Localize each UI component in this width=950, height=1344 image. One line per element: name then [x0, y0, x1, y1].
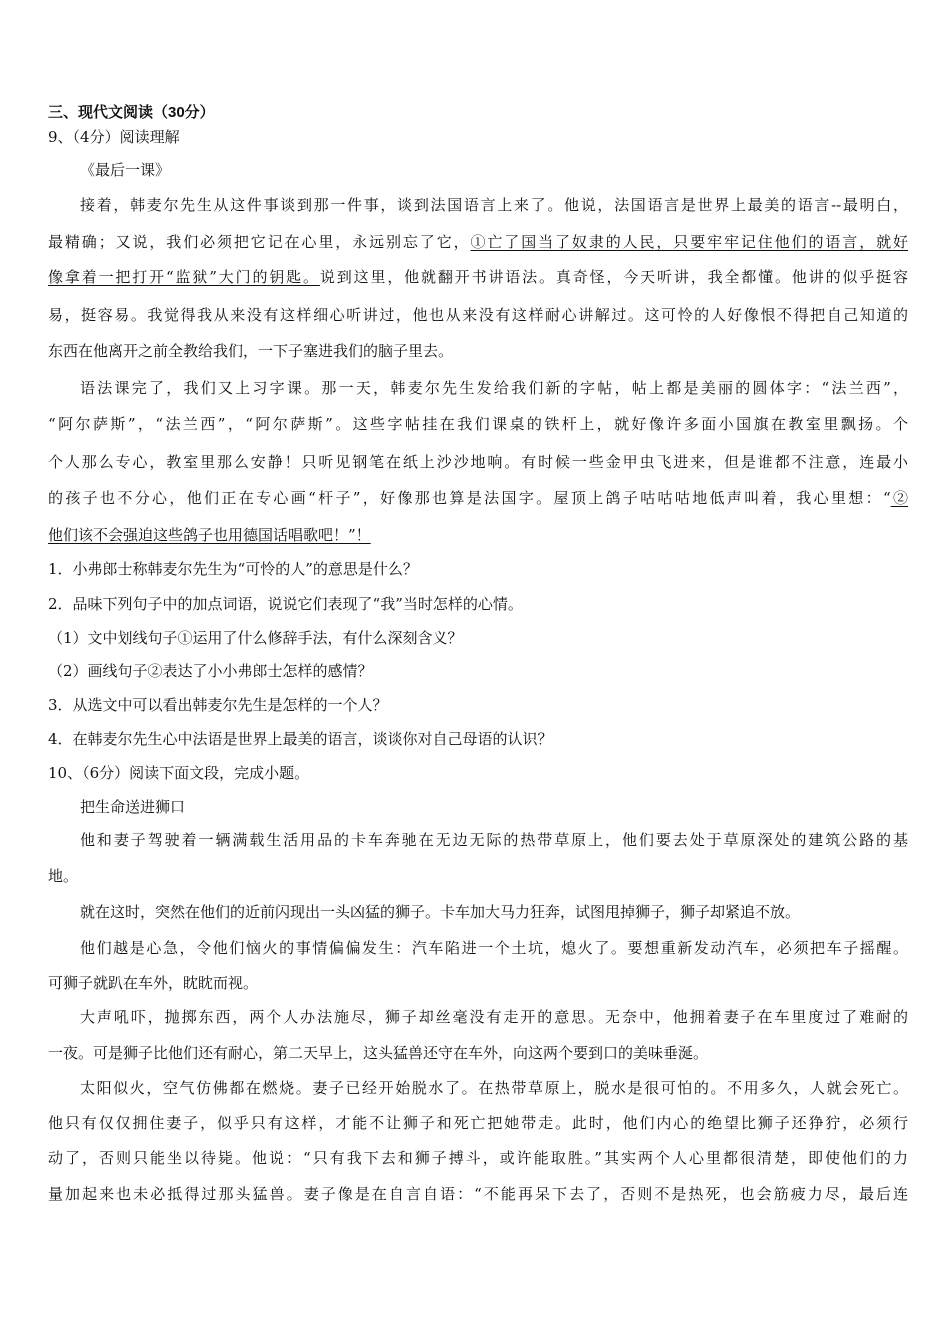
- passage-line: 易，挺容易。我觉得我从来没有这样细心听讲过，他也从来没有这样耐心讲解过。这可怜的人好像恨不得把自己知道的: [48, 306, 908, 324]
- passage-line: [48, 488, 908, 508]
- passage-title: 《最后一课》: [80, 161, 171, 179]
- passage-line: 东西在他离开之前全教给我们，一下子塞进我们的脑子里去。: [48, 342, 454, 360]
- passage-text: 说到这里，他就翻开书讲语法。真奇怪，今天听讲，我全都懂。他讲的似乎挺容: [319, 268, 908, 286]
- passage-line: 动了，否则只能坐以待毙。他说：“只有我下去和狮子搏斗，或许能取胜。”其实两个人心里都很清楚，即使他们的力: [48, 1149, 908, 1167]
- underlined-sentence-2: 他们该不会强迫这些鸽子也用德国话唱歌吧！”！: [48, 526, 371, 544]
- question-9-header: 9、（4分）阅读理解: [48, 128, 180, 146]
- passage-line: 量加起来也未必抵得过那头猛兽。妻子像是在自言自语：“不能再呆下去了，否则不是热死，也会筋疲力尽，最后连: [48, 1185, 908, 1203]
- question-10-header: 10、（6分）阅读下面文段，完成小题。: [48, 764, 310, 782]
- passage-line: 他和妻子驾驶着一辆满载生活用品的卡车奔驰在无边无际的热带草原上，他们要去处于草原深处的建筑公路的基: [80, 831, 908, 849]
- passage-line: [48, 525, 908, 545]
- passage-line: 个人那么专心，教室里那么安静！只听见钢笔在纸上沙沙地响。有时候一些金甲虫飞进来，但是谁都不注意，连最小: [48, 453, 908, 471]
- passage-line: 他们越是心急，令他们恼火的事情偏偏发生：汽车陷进一个土坑，熄火了。要想重新发动汽车，必须把车子摇醒。: [80, 939, 908, 957]
- underlined-sentence-2: ②: [890, 489, 908, 507]
- passage-line: 可狮子就趴在车外，眈眈而视。: [48, 974, 259, 992]
- question-item: 2．品味下列句子中的加点词语，说说它们表现了“我”当时怎样的心情。: [48, 595, 523, 613]
- passage-line: “阿尔萨斯”，“法兰西”，“阿尔萨斯”。这些字帖挂在我们课桌的铁杆上，就好像许多面小国旗在教室里飘扬。个: [48, 415, 908, 433]
- passage-line: 接着，韩麦尔先生从这件事谈到那一件事，谈到法国语言上来了。他说，法国语言是世界上最美的语言--最明白，: [80, 196, 908, 214]
- passage-line: 太阳似火，空气仿佛都在燃烧。妻子已经开始脱水了。在热带草原上，脱水是很可怕的。不用多久，人就会死亡。: [80, 1079, 908, 1097]
- passage-line: 语法课完了，我们又上习字课。那一天，韩麦尔先生发给我们新的字帖，帖上都是美丽的圆体字：“法兰西”，: [80, 379, 908, 397]
- question-item: （2）画线句子②表达了小小弗郎士怎样的感情？: [48, 662, 373, 680]
- passage-line: 地。: [48, 867, 79, 885]
- question-item: 3．从选文中可以看出韩麦尔先生是怎样的一个人？: [48, 696, 388, 714]
- passage-line: 就在这时，突然在他们的近前闪现出一头凶猛的狮子。卡车加大马力狂奔，试图甩掉狮子，狮子却紧追不放。: [80, 903, 801, 921]
- passage-text: 的孩子也不分心，他们正在专心画“杆子”，好像那也算是法国字。屋顶上鸽子咕咕咕地低声叫着，我心里想：“: [48, 489, 891, 507]
- passage-line: [48, 267, 908, 287]
- passage-line: 大声吼吓，抛掷东西，两个人办法施尽，狮子却丝毫没有走开的意思。无奈中，他拥着妻子在车里度过了难耐的: [80, 1008, 908, 1026]
- passage-title: 把生命送进狮口: [80, 798, 186, 816]
- question-item: 1．小弗郎士称韩麦尔先生为“可怜的人”的意思是什么？: [48, 560, 418, 578]
- passage-line: 一夜。可是狮子比他们还有耐心，第二天早上，这头猛兽还守在车外，向这两个要到口的美味垂涎。: [48, 1044, 709, 1062]
- passage-line: [48, 232, 908, 252]
- underlined-sentence-1: 像拿着一把打开“监狱”大门的钥匙。: [48, 268, 320, 286]
- underlined-sentence-1: ①亡了国当了奴隶的人民，只要牢牢记住他们的语言，就好: [470, 233, 908, 251]
- section-title: 三、现代文阅读（30分）: [48, 104, 215, 121]
- passage-line: 他只有仅仅拥住妻子，似乎只有这样，才能不让狮子和死亡把她带走。此时，他们内心的绝望比狮子还狰狞，必须行: [48, 1114, 908, 1132]
- passage-text: 最精确；又说，我们必须把它记在心里，永远别忘了它，: [48, 233, 471, 251]
- question-item: 4．在韩麦尔先生心中法语是世界上最美的语言，谈谈你对自己母语的认识？: [48, 730, 553, 748]
- question-item: （1）文中划线句子①运用了什么修辞手法，有什么深刻含义？: [48, 629, 463, 647]
